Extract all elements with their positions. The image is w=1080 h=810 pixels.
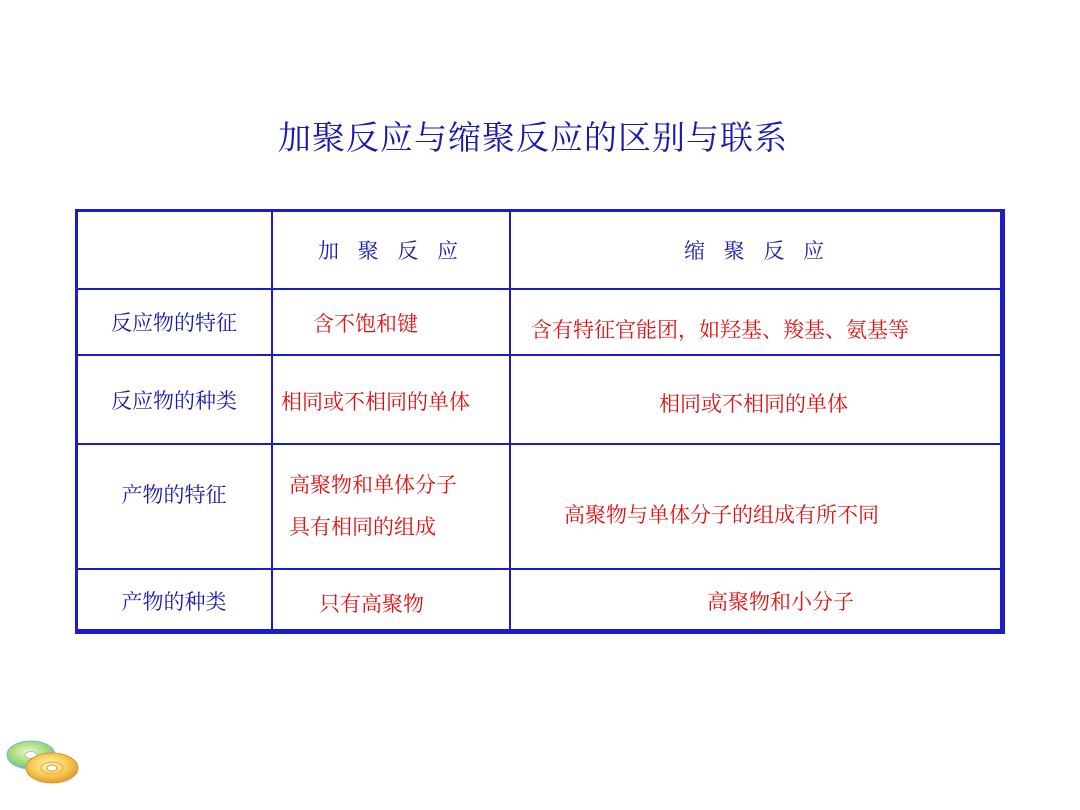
- cell-text: 高聚物与单体分子的组成有所不同: [564, 503, 879, 527]
- header-cell-condensation: 缩 聚 反 应: [510, 210, 1004, 289]
- cell-text: 含有特征官能团，如羟基、羧基、氨基等: [531, 318, 909, 342]
- row-label: 产物的种类: [76, 569, 272, 633]
- cell-text: 具有相同的组成: [289, 515, 436, 539]
- table-outer-border: [75, 209, 1003, 632]
- header-cell-addition: 加 聚 反 应: [272, 210, 510, 289]
- cell-text: 高聚物和单体分子: [289, 473, 457, 497]
- slide-title: 加聚反应与缩聚反应的区别与联系: [278, 118, 788, 157]
- cell-text: 相同或不相同的单体: [281, 390, 470, 414]
- row-label: 反应物的种类: [76, 355, 272, 444]
- cell-text: 只有高聚物: [319, 592, 424, 616]
- row-label: 反应物的特征: [76, 289, 272, 355]
- cd-discs-icon: [4, 738, 80, 786]
- cell-text: 含不饱和键: [313, 312, 418, 336]
- cell-text: 相同或不相同的单体: [659, 392, 848, 416]
- cell-text: 高聚物和小分子: [707, 590, 854, 614]
- row-label: 产物的特征: [76, 444, 272, 569]
